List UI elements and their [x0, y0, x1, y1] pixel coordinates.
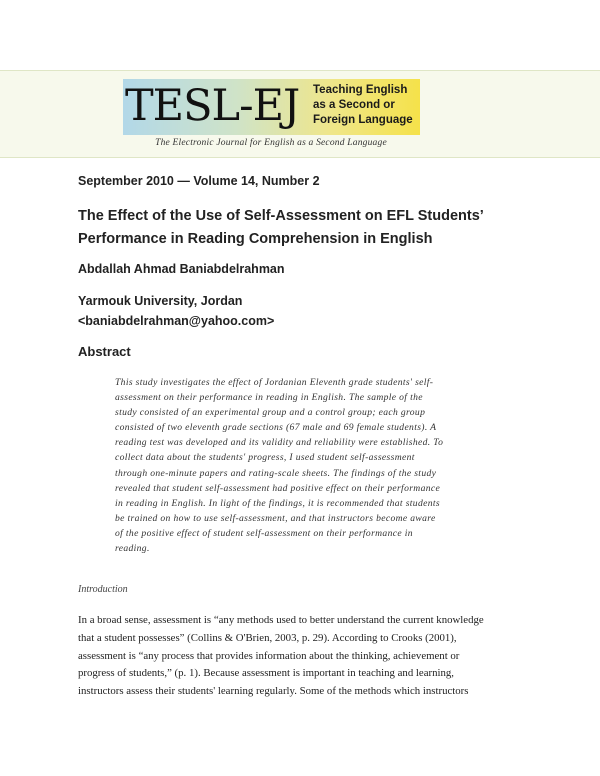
abstract-line: collect data about the students' progress, I used student self-assessment	[115, 452, 415, 464]
abstract-text	[115, 375, 500, 556]
logo-subtitle-line: Foreign Language	[313, 114, 413, 126]
journal-logo	[123, 79, 420, 135]
abstract-line: reading.	[115, 543, 150, 555]
abstract-line: of the positive effect of student self-assessment on their performance in	[115, 527, 413, 539]
abstract-line: This study investigates the effect of Jordanian Eleventh grade students' self-	[115, 377, 434, 388]
email-link[interactable]: <baniabdelrahman@yahoo.com>	[78, 314, 275, 328]
logo-subtitle-line: as a Second or	[313, 99, 395, 111]
abstract-line: study consisted of an experimental group and a control group; each group	[115, 407, 426, 419]
logo-subtitle-line: Teaching English	[313, 84, 408, 96]
author-affiliation-block	[78, 291, 274, 331]
affiliation: Yarmouk University, Jordan	[78, 294, 243, 308]
journal-tagline: The Electronic Journal for English as a Second Language	[155, 138, 387, 148]
body-line: that a student possesses” (Collins & O'Brien, 2003, p. 29). According to Crooks (2001),	[78, 631, 457, 644]
logo-wordmark: TESL-EJ	[125, 81, 300, 131]
body-line: instructors assess their students' learning regularly. Some of the methods which instructors	[78, 685, 469, 698]
body-text	[78, 612, 538, 701]
logo-subtitle	[313, 83, 413, 128]
introduction-heading: Introduction	[78, 584, 128, 595]
body-line: assessment is “any process that provides information about the thinking, achievement or	[78, 649, 460, 662]
abstract-heading: Abstract	[78, 344, 131, 359]
article-title	[78, 205, 538, 251]
abstract-line: assessment on their performance in reading in English. The sample of the	[115, 392, 423, 404]
abstract-line: be trained on how to use self-assessment, and that instructors become aware	[115, 512, 436, 524]
abstract-line: through one-minute papers and rating-scale sheets. The findings of the study	[115, 467, 437, 479]
title-line: Performance in Reading Comprehension in English	[78, 231, 433, 247]
abstract-line: in reading in English. In light of the findings, it is recommended that students	[115, 497, 440, 509]
body-line: In a broad sense, assessment is “any methods used to better understand the current knowledge	[78, 614, 484, 626]
title-line: The Effect of the Use of Self-Assessment on EFL Students’	[78, 208, 484, 224]
author-name: Abdallah Ahmad Baniabdelrahman	[78, 262, 285, 276]
abstract-line: revealed that student self-assessment had positive effect on their performance	[115, 482, 441, 494]
issue-info: September 2010 — Volume 14, Number 2	[78, 174, 320, 188]
abstract-line: reading test was developed and its validity and reliability were established. To	[115, 437, 444, 449]
body-line: progress of students,” (p. 1). Because assessment is important in teaching and learning,	[78, 667, 454, 680]
abstract-line: consisted of two eleventh grade sections (67 male and 69 female students). A	[115, 422, 437, 434]
